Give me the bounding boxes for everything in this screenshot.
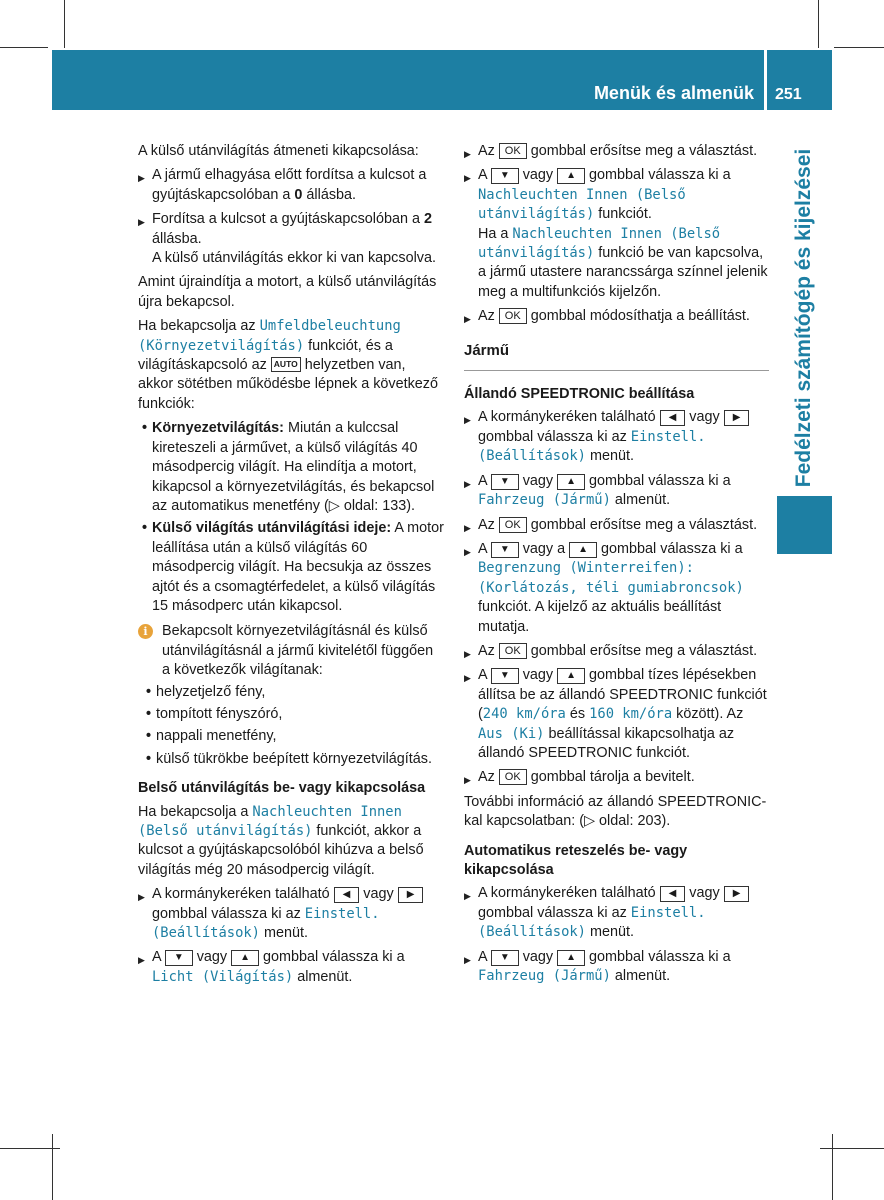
instruction-step: ▶ A kormánykeréken található ◀ vagy ▶ gombbal válassza ki az Einstell. (Beállítások) menüt.: [464, 408, 769, 466]
ok-key: OK: [499, 308, 527, 324]
list-item: • nappali menetfény,: [142, 727, 444, 746]
section-title: Menük és almenük: [593, 83, 754, 103]
crop-mark: [834, 47, 884, 48]
display-text: Begrenzung (Winterreifen): (Korlátozás, téli gumiabroncsok): [478, 560, 744, 596]
up-arrow-key: ▲: [557, 950, 585, 966]
display-text: 240 km/óra: [482, 706, 566, 723]
instruction-step: ▶ Az OK gombbal erősítse meg a választást.: [464, 516, 769, 535]
right-arrow-key: ▶: [398, 887, 424, 903]
section-heading: Jármű: [464, 341, 510, 359]
down-arrow-key: ▼: [491, 950, 519, 966]
down-arrow-key: ▼: [491, 168, 519, 184]
left-arrow-key: ◀: [334, 887, 360, 903]
crop-mark: [64, 0, 65, 48]
instruction-step: ▶ Az OK gombbal módosíthatja a beállítást.: [464, 307, 769, 326]
left-arrow-key: ◀: [660, 886, 686, 902]
instruction-step: ▶ A ▼ vagy ▲ gombbal válassza ki a Nachleuchten Innen (Belső utánvilágítás) funkciót.: [464, 166, 769, 224]
paragraph: További információ az állandó SPEEDTRONIC-kal kapcsolatban: (▷ oldal: 203).: [464, 793, 767, 830]
crop-mark: [0, 1148, 60, 1149]
display-text: Nachleuchten Innen (Belső utánvilágítás): [478, 186, 686, 223]
display-text: Fahrzeug (Jármű): [478, 968, 611, 985]
crop-mark: [832, 1134, 833, 1200]
instruction-step: ▶ A ▼ vagy ▲ gombbal válassza ki a Fahrzeug (Jármű) almenüt.: [464, 472, 769, 511]
divider: [464, 370, 769, 371]
info-icon: i: [138, 624, 153, 639]
display-text: Einstell. (Beállítások): [478, 904, 706, 941]
crop-mark: [0, 47, 48, 48]
instruction-step: ▶ A ▼ vagy ▲ gombbal válassza ki a Fahrzeug (Jármű) almenüt.: [464, 948, 769, 987]
intro-heading: A külső utánvilágítás átmeneti kikapcsolása:: [138, 143, 419, 159]
info-note: [138, 622, 444, 680]
section-heading: Belső utánvilágítás be- vagy kikapcsolása: [138, 780, 426, 797]
instruction-step: ▶ A jármű elhagyása előtt fordítsa a kulcsot a gyújtáskapcsolóban a 0 állásba.: [138, 166, 444, 205]
step-result: Ha a Nachleuchten Innen (Belső utánvilágítás) funkció be van kapcsolva, a jármű utastere narancssárga színnel jelenik meg a multifunkciós kijelzőn.: [478, 225, 768, 300]
down-arrow-key: ▼: [491, 474, 519, 490]
paragraph: Ha bekapcsolja az Umfeldbeleuchtung (Környezetvilágítás) funkciót, és a világításkapcsoló az AUTO helyzetben van, akkor sötétben működésbe lépnek a következő funkciók:: [138, 318, 438, 412]
display-text: Nachleuchten Innen (Belső utánvilágítás): [478, 225, 721, 262]
list-item: • helyzetjelző fény,: [142, 683, 444, 702]
instruction-step: ▶ A kormánykeréken található ◀ vagy ▶ gombbal válassza ki az Einstell. (Beállítások) menüt.: [464, 884, 769, 942]
ok-key: OK: [499, 143, 527, 159]
up-arrow-key: ▲: [569, 542, 597, 558]
display-text: Einstell. (Beállítások): [478, 428, 706, 465]
instruction-step: ▶ A ▼ vagy a ▲ gombbal válassza ki a Begrenzung (Winterreifen): (Korlátozás, téli gumiabroncsok) funkciót. A kijelző az aktuális beállítást mutatja.: [464, 540, 769, 637]
up-arrow-key: ▲: [557, 668, 585, 684]
display-text: Aus (Ki): [478, 725, 545, 742]
display-text: Licht (Világítás): [152, 968, 294, 985]
instruction-step: ▶ A ▼ vagy ▲ gombbal válassza ki a Licht (Világítás) almenüt.: [138, 948, 444, 987]
instruction-step: ▶ Az OK gombbal erősítse meg a választást.: [464, 142, 769, 161]
instruction-step: ▶ A kormánykeréken található ◀ vagy ▶ gombbal válassza ki az Einstell. (Beállítások) menüt.: [138, 885, 444, 943]
ok-key: OK: [499, 643, 527, 659]
up-arrow-key: ▲: [557, 474, 585, 490]
instruction-step: ▶ A ▼ vagy ▲ gombbal tízes lépésekben állítsa be az állandó SPEEDTRONIC funkciót (240 km/óra és 160 km/óra között). Az Aus (Ki) beállítással kikapcsolhatja az állandó SPEEDTRONIC funkciót.: [464, 666, 769, 763]
info-text: Bekapcsolt környezetvilágításnál és külső utánvilágításnál a jármű kivitelétől függően a következők világítanak:: [162, 623, 434, 679]
left-arrow-key: ◀: [660, 410, 686, 426]
down-arrow-key: ▼: [165, 950, 193, 966]
instruction-step: ▶ Az OK gombbal tárolja a bevitelt.: [464, 768, 769, 787]
up-arrow-key: ▲: [557, 168, 585, 184]
subsection-heading: Automatikus reteszelés be- vagy kikapcsolása: [464, 842, 688, 878]
display-text: Einstell. (Beállítások): [152, 905, 380, 942]
ok-key: OK: [499, 769, 527, 785]
paragraph: Ha bekapcsolja a Nachleuchten Innen (Belső utánvilágítás) funkciót, akkor a kulcsot a gyújtáskapcsolóból kihúzva a belső világítás még 20 másodpercig világít.: [138, 803, 424, 878]
display-text: Fahrzeug (Jármű): [478, 492, 611, 509]
crop-mark: [820, 1148, 884, 1149]
down-arrow-key: ▼: [491, 542, 519, 558]
down-arrow-key: ▼: [491, 668, 519, 684]
chapter-tab: [777, 496, 832, 554]
subsection-heading: Állandó SPEEDTRONIC beállítása: [464, 386, 695, 403]
instruction-step: ▶ Az OK gombbal erősítse meg a választást.: [464, 642, 769, 661]
right-arrow-key: ▶: [724, 886, 750, 902]
auto-switch-symbol: AUTO: [271, 357, 301, 372]
up-arrow-key: ▲: [231, 950, 259, 966]
right-column: [464, 142, 769, 991]
right-arrow-key: ▶: [724, 410, 750, 426]
left-column: [138, 142, 444, 992]
display-text: Nachleuchten Innen (Belső utánvilágítás): [138, 803, 402, 839]
list-item: • külső tükrökbe beépített környezetvilágítás.: [142, 750, 444, 769]
instruction-step: ▶ Fordítsa a kulcsot a gyújtáskapcsolóban a 2 állásba.: [138, 210, 444, 249]
page-header: [52, 50, 764, 110]
step-result: A külső utánvilágítás ekkor ki van kapcsolva.: [152, 250, 436, 267]
crop-mark: [818, 0, 819, 48]
list-item: • Külső világítás utánvilágítási ideje: A motor leállítása után a külső világítás 60 másodpercig világít. Ha becsukja az összes ajtót és a csomagtérfedelet, a külső világítás 15 másodperc után kikapcsol.: [138, 519, 444, 616]
list-item: • tompított fényszóró,: [142, 705, 444, 724]
crop-mark: [52, 1134, 53, 1200]
display-text: 160 km/óra: [589, 706, 673, 723]
chapter-title: Fedélzeti számítógép és kijelzései: [792, 148, 815, 488]
page-number-box: [767, 50, 832, 110]
list-item: • Környezetvilágítás: Miután a kulccsal kireteszeli a járművet, a külső világítás 40 másodpercig világít. Ha elindítja a motort, kikapcsol a környezetvilágítás, és bekapcsol az automatikus menetfény (▷ oldal: 133).: [138, 419, 444, 516]
paragraph: Amint újraindítja a motort, a külső utánvilágítás újra bekapcsol.: [138, 274, 437, 310]
page-number: 251: [775, 86, 802, 103]
ok-key: OK: [499, 517, 527, 533]
display-text: Umfeldbeleuchtung (Környezetvilágítás): [138, 318, 401, 354]
